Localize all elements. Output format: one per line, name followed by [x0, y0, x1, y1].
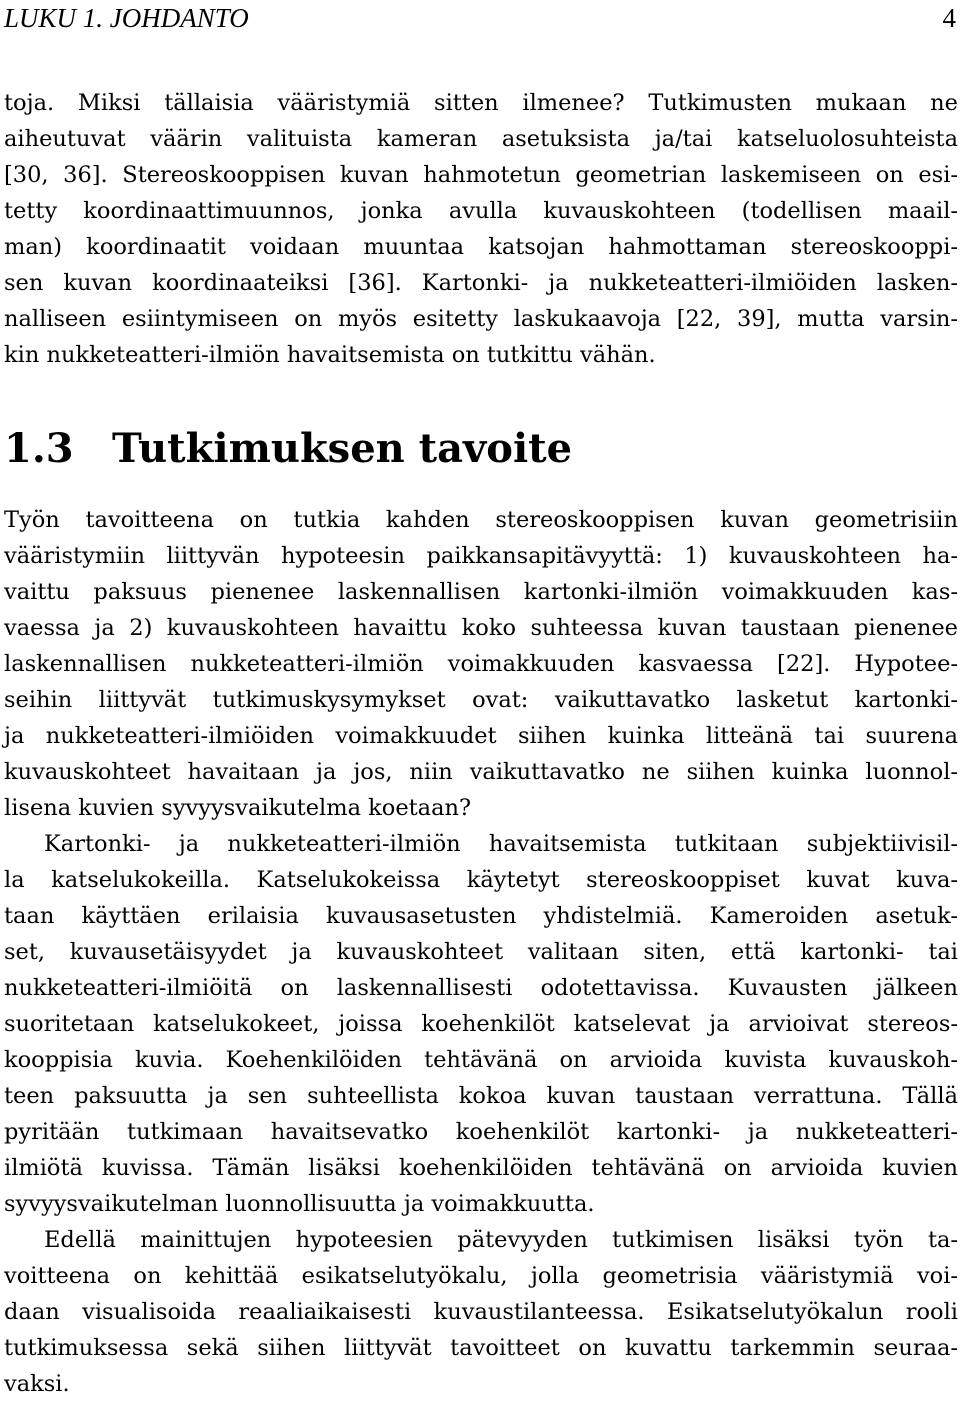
- text-line: man) koordinaatit voidaan muuntaa katsojan hahmottaman stereoskooppi-: [4, 234, 958, 260]
- text-line: sen kuvan koordinaateiksi [36]. Kartonki- ja nukketeatteri-ilmiöiden lasken-: [4, 270, 958, 296]
- text-line: nukketeatteri-ilmiöitä on laskennallisesti odotettavissa. Kuvausten jälkeen: [4, 975, 958, 1001]
- text-line: lisena kuvien syvyysvaikutelma koetaan?: [4, 795, 472, 821]
- section-body: [4, 502, 958, 1402]
- text-line: vaessa ja 2) kuvauskohteen havaittu koko suhteessa kuvan taustaan pienenee: [4, 615, 958, 641]
- text-line: Työn tavoitteena on tutkia kahden stereoskooppisen kuvan geometrisiin: [4, 507, 958, 533]
- text-line: Edellä mainittujen hypoteesien pätevyyden tutkimisen lisäksi työn ta-: [44, 1227, 958, 1253]
- text-line: vääristymiin liittyvän hypoteesin paikkansapitävyyttä: 1) kuvauskohteen ha-: [4, 543, 958, 569]
- text-line: teen paksuutta ja sen suhteellista kokoa kuvan taustaan verrattuna. Tällä: [4, 1083, 958, 1109]
- text-line: ilmiötä kuvissa. Tämän lisäksi koehenkilöiden tehtävänä on arvioida kuvien: [4, 1155, 958, 1181]
- text-line: ja nukketeatteri-ilmiöiden voimakkuudet siihen kuinka litteänä tai suurena: [4, 723, 958, 749]
- paragraph-3: [4, 1222, 958, 1402]
- chapter-title: LUKU 1. JOHDANTO: [4, 3, 249, 33]
- paragraph-2: [4, 826, 958, 1222]
- text-line: nalliseen esiintymiseen on myös esitetty laskukaavoja [22, 39], mutta varsin-: [4, 306, 958, 332]
- intro-paragraph: [4, 85, 958, 373]
- text-line: suoritetaan katselukokeet, joissa koehenkilöt katselevat ja arvioivat stereos-: [4, 1011, 958, 1037]
- paragraph-1: [4, 502, 958, 826]
- text-line: aiheutuvat väärin valituista kameran asetuksista ja/tai katseluolosuhteista: [4, 126, 958, 152]
- text-line: tetty koordinaattimuunnos, jonka avulla kuvauskohteen (todellisen maail-: [4, 198, 958, 224]
- section-number: 1.3: [4, 425, 74, 472]
- text-line: vaittu paksuus pienenee laskennallisen kartonki-ilmiön voimakkuuden kas-: [4, 579, 958, 605]
- text-line: voitteena on kehittää esikatselutyökalu, jolla geometrisia vääristymiä voi-: [4, 1263, 958, 1289]
- text-line: kuvauskohteet havaitaan ja jos, niin vaikuttavatko ne siihen kuinka luonnol-: [4, 759, 958, 785]
- running-header: [4, 0, 958, 36]
- text-line: vaksi.: [4, 1371, 70, 1397]
- text-line: kin nukketeatteri-ilmiön havaitsemista on tutkittu vähän.: [4, 342, 656, 368]
- text-line: laskennallisen nukketeatteri-ilmiön voimakkuuden kasvaessa [22]. Hypotee-: [4, 651, 958, 677]
- page-number: 4: [942, 3, 956, 33]
- text-line: la katselukokeilla. Katselukokeissa käytetyt stereoskooppiset kuvat kuva-: [4, 867, 958, 893]
- text-line: daan visualisoida reaaliaikaisesti kuvaustilanteessa. Esikatselutyökalun rooli: [4, 1299, 958, 1325]
- section-heading: [4, 424, 958, 474]
- text-line: tutkimuksessa sekä siihen liittyvät tavoitteet on kuvattu tarkemmin seuraa-: [4, 1335, 958, 1361]
- text-line: toja. Miksi tällaisia vääristymiä sitten ilmenee? Tutkimusten mukaan ne: [4, 90, 958, 116]
- text-line: seihin liittyvät tutkimuskysymykset ovat: vaikuttavatko lasketut kartonki-: [4, 687, 958, 713]
- text-line: Kartonki- ja nukketeatteri-ilmiön havaitsemista tutkitaan subjektiivisil-: [44, 831, 958, 857]
- text-line: set, kuvausetäisyydet ja kuvauskohteet valitaan siten, että kartonki- tai: [4, 939, 958, 965]
- text-line: syvyysvaikutelman luonnollisuutta ja voimakkuutta.: [4, 1191, 595, 1217]
- text-line: [30, 36]. Stereoskooppisen kuvan hahmotetun geometrian laskemiseen on esi-: [4, 162, 958, 188]
- text-line: taan käyttäen erilaisia kuvausasetusten yhdistelmiä. Kameroiden asetuk-: [4, 903, 958, 929]
- text-line: kooppisia kuvia. Koehenkilöiden tehtävänä on arvioida kuvista kuvauskoh-: [4, 1047, 958, 1073]
- text-line: pyritään tutkimaan havaitsevatko koehenkilöt kartonki- ja nukketeatteri-: [4, 1119, 958, 1145]
- section-title: Tutkimuksen tavoite: [112, 425, 573, 472]
